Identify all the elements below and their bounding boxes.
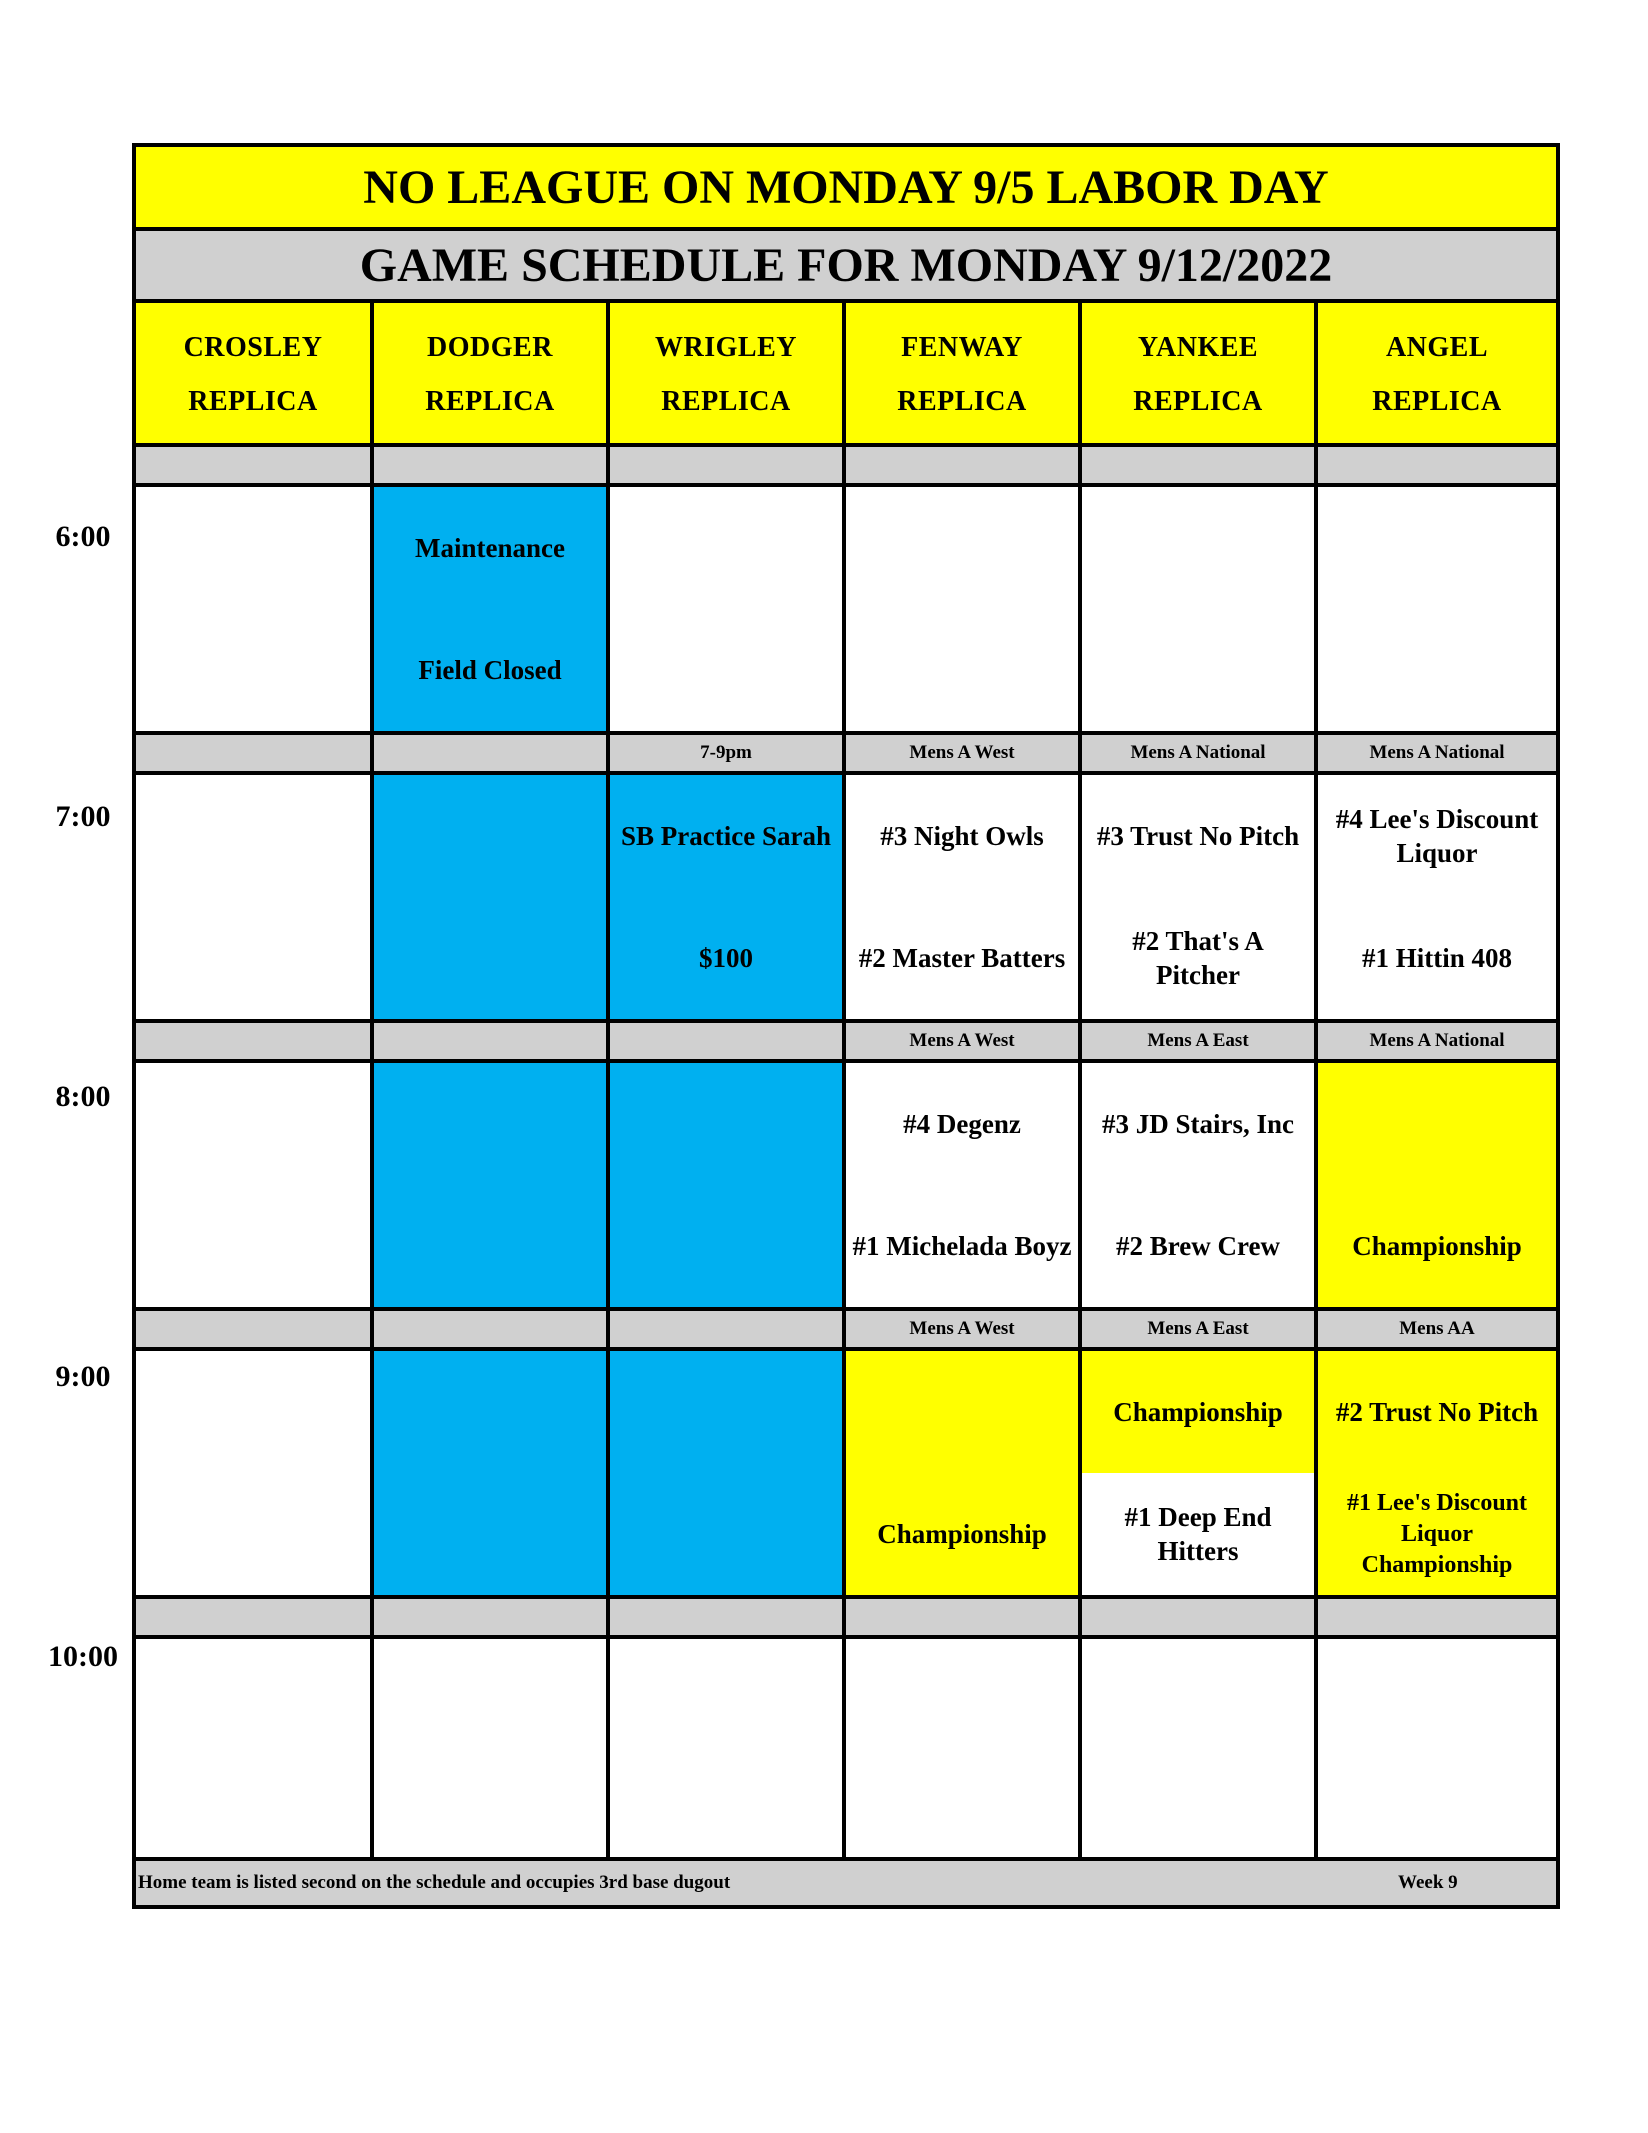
slot-wrigley-10 [610, 1639, 842, 1883]
championship-label: Championship [877, 1519, 1047, 1549]
home-team: #1 Lee's Discount Liquor Championship [1347, 1489, 1527, 1578]
grid-rule [136, 443, 1556, 447]
slot-dodger-6 [374, 487, 606, 731]
slot-yankee-9 [1082, 1351, 1314, 1595]
away-team: #4 Degenz [903, 1109, 1021, 1139]
division-dodger-7 [374, 735, 606, 771]
column-rule [606, 303, 610, 1883]
slot-fenway-6 [846, 487, 1078, 731]
header-dodger [374, 303, 606, 447]
away-team: #4 Lee's Discount Liquor [1335, 804, 1539, 868]
slot-dodger-9 [374, 1351, 606, 1595]
slot-yankee-10 [1082, 1639, 1314, 1883]
slot-crosley-6 [136, 487, 370, 731]
slot-wrigley-8 [610, 1063, 842, 1307]
division-wrigley-8 [610, 1023, 842, 1059]
home-team: #2 Master Batters [858, 943, 1066, 973]
header-angel-name: ANGEL [1385, 332, 1489, 363]
division-yankee-9: Mens A East [1082, 1311, 1314, 1347]
column-rule [370, 303, 374, 1883]
grid-rule [136, 771, 1556, 775]
schedule-footer [136, 1857, 1556, 1905]
time-label-6: 6:00 [55, 520, 111, 553]
slot-yankee-7 [1082, 775, 1314, 1019]
slot-angel-8 [1318, 1063, 1556, 1307]
division-fenway-8: Mens A West [846, 1023, 1078, 1059]
slot-crosley-7 [136, 775, 370, 1019]
grid-rule [136, 1307, 1556, 1311]
division-fenway-9: Mens A West [846, 1311, 1078, 1347]
division-dodger-8 [374, 1023, 606, 1059]
division-fenway-7: Mens A West [846, 735, 1078, 771]
slot-angel-7 [1318, 775, 1556, 1019]
grid-rule [136, 1595, 1556, 1599]
slot-angel-9 [1318, 1351, 1556, 1595]
header-angel-sub: REPLICA [1372, 386, 1502, 417]
championship-label: Championship [1082, 1351, 1314, 1473]
slot-angel-10 [1318, 1639, 1556, 1883]
home-team: #1 Michelada Boyz [852, 1231, 1072, 1261]
practice-text: SB Practice Sarah [621, 821, 831, 851]
slot-fenway-10 [846, 1639, 1078, 1883]
header-wrigley [610, 303, 842, 447]
slot-dodger-10 [374, 1639, 606, 1883]
division-yankee-7: Mens A National [1082, 735, 1314, 771]
schedule-grid [136, 303, 1556, 1905]
week-label: Week 9 [1398, 1872, 1458, 1893]
header-wrigley-name: WRIGLEY [655, 332, 797, 363]
maintenance-text: Maintenance [415, 533, 565, 563]
slot-wrigley-9 [610, 1351, 842, 1595]
away-team: #3 JD Stairs, Inc [1101, 1109, 1294, 1139]
header-fenway [846, 303, 1078, 447]
division-dodger-9 [374, 1311, 606, 1347]
header-fenway-sub: REPLICA [897, 386, 1027, 417]
slot-yankee-8 [1082, 1063, 1314, 1307]
home-team: #1 Deep End Hitters [1124, 1502, 1272, 1566]
away-team: #2 Trust No Pitch [1335, 1397, 1539, 1427]
slot-angel-6 [1318, 487, 1556, 731]
division-angel-9: Mens AA [1318, 1311, 1556, 1347]
header-dodger-name: DODGER [427, 332, 553, 363]
column-rule [842, 303, 846, 1883]
away-team: #3 Trust No Pitch [1096, 821, 1300, 851]
schedule-table [132, 143, 1560, 1909]
grid-rule [136, 1347, 1556, 1351]
slot-crosley-9 [136, 1351, 370, 1595]
header-crosley-sub: REPLICA [188, 386, 318, 417]
grid-rule [136, 1059, 1556, 1063]
time-label-10: 10:00 [48, 1640, 118, 1673]
header-yankee-name: YANKEE [1137, 332, 1259, 363]
header-crosley [136, 303, 370, 447]
separator-row-1 [136, 447, 1556, 483]
home-team: #2 Brew Crew [1116, 1231, 1280, 1261]
grid-rule [136, 483, 1556, 487]
division-crosley-8 [136, 1023, 370, 1059]
header-dodger-sub: REPLICA [425, 386, 555, 417]
slot-dodger-7 [374, 775, 606, 1019]
slot-wrigley-7 [610, 775, 842, 1019]
away-team: #3 Night Owls [880, 821, 1044, 851]
grid-rule [136, 1019, 1556, 1023]
slot-fenway-9 [846, 1351, 1078, 1595]
division-wrigley-7: 7-9pm [610, 735, 842, 771]
header-crosley-name: CROSLEY [183, 332, 323, 363]
slot-fenway-8 [846, 1063, 1078, 1307]
time-label-9: 9:00 [55, 1360, 111, 1393]
header-fenway-name: FENWAY [901, 332, 1023, 363]
home-team: #1 Hittin 408 [1361, 943, 1512, 973]
grid-rule [136, 1635, 1556, 1639]
home-team: #2 That's A Pitcher [1132, 926, 1264, 990]
column-rule [1314, 303, 1318, 1883]
time-label-8: 8:00 [55, 1080, 111, 1113]
header-yankee [1082, 303, 1314, 447]
championship-label: Championship [1352, 1231, 1522, 1261]
division-yankee-8: Mens A East [1082, 1023, 1314, 1059]
schedule-title: GAME SCHEDULE FOR MONDAY 9/12/2022 [136, 231, 1556, 303]
division-crosley-7 [136, 735, 370, 771]
slot-crosley-10 [136, 1639, 370, 1883]
field-closed-text: Field Closed [418, 655, 562, 685]
division-crosley-9 [136, 1311, 370, 1347]
column-rule [1078, 303, 1082, 1883]
home-team-note: Home team is listed second on the schedule and occupies 3rd base dugout [138, 1872, 731, 1893]
header-angel [1318, 303, 1556, 447]
slot-dodger-8 [374, 1063, 606, 1307]
division-angel-8: Mens A National [1318, 1023, 1556, 1059]
slot-yankee-6 [1082, 487, 1314, 731]
practice-fee: $100 [699, 943, 753, 973]
holiday-notice: NO LEAGUE ON MONDAY 9/5 LABOR DAY [136, 147, 1556, 231]
time-label-7: 7:00 [55, 800, 111, 833]
slot-crosley-8 [136, 1063, 370, 1307]
header-wrigley-sub: REPLICA [661, 386, 791, 417]
division-wrigley-9 [610, 1311, 842, 1347]
header-yankee-sub: REPLICA [1133, 386, 1263, 417]
grid-rule [136, 731, 1556, 735]
slot-wrigley-6 [610, 487, 842, 731]
division-angel-7: Mens A National [1318, 735, 1556, 771]
slot-fenway-7 [846, 775, 1078, 1019]
separator-row-5 [136, 1599, 1556, 1635]
